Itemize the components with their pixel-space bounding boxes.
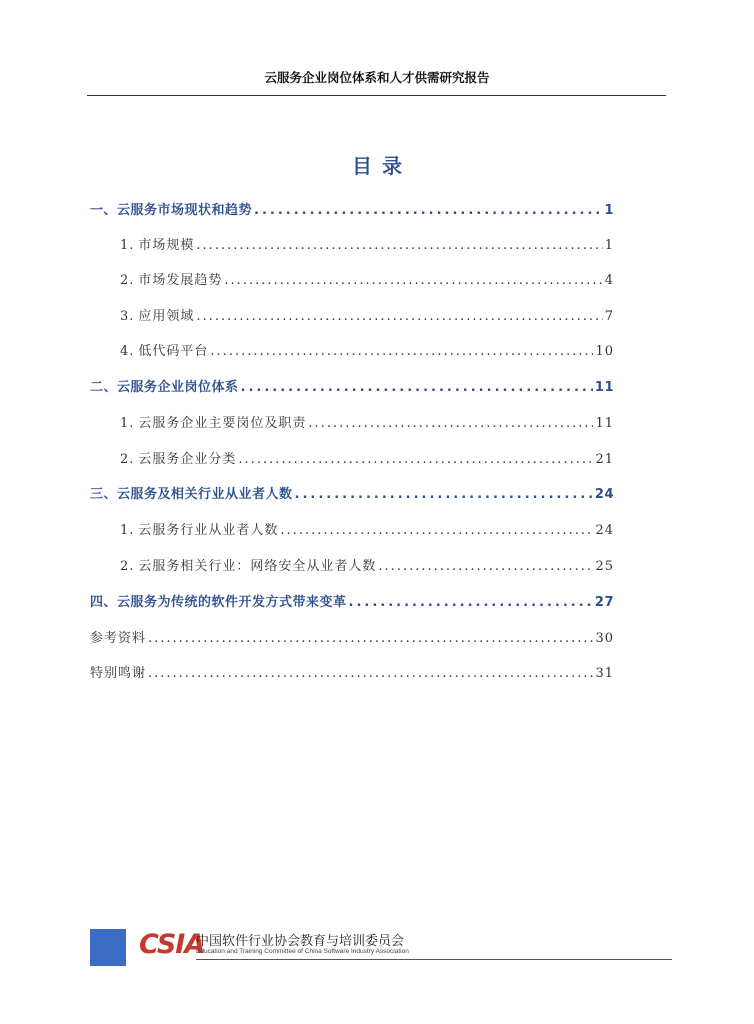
toc-entry-text: 云服务及相关行业从业者人数 (117, 487, 293, 502)
toc-entry-text: 应用领域 (138, 309, 195, 324)
toc-entry-page: 24 (595, 523, 614, 538)
toc-entry-text: 特别鸣谢 (90, 666, 147, 681)
footer-org-name: 中国软件行业协会教育与培训委员会 (196, 934, 405, 949)
toc-entry-page: 21 (595, 452, 614, 467)
toc-entry-text: 云服务相关行业：网络安全从业者人数 (138, 559, 377, 574)
toc-entry-number: 2. (120, 273, 135, 288)
toc-entry-page: 24 (594, 487, 614, 502)
toc-entry-text: 云服务企业分类 (138, 452, 237, 467)
toc-entry-text: 低代码平台 (138, 344, 209, 359)
toc-entry-number: 1. (120, 238, 135, 253)
toc-entry-page: 1 (604, 238, 614, 253)
footer-divider (196, 959, 672, 960)
toc-dot-leader (196, 309, 602, 324)
toc-entry-text: 云服务企业岗位体系 (117, 380, 239, 395)
toc-entry-acknowledgements[interactable] (90, 662, 614, 682)
toc-dot-leader (378, 559, 593, 574)
toc-entry-number: 四、 (90, 595, 118, 610)
toc-entry-number: 三、 (90, 487, 118, 502)
toc-entry-page: 11 (594, 380, 614, 395)
csia-logo: CSIA (139, 929, 205, 960)
toc-entry-text: 云服务企业主要岗位及职责 (138, 416, 307, 431)
toc-dot-leader (295, 487, 593, 502)
toc-entry-section-1[interactable] (90, 199, 614, 219)
toc-entry-subsection[interactable] (120, 412, 614, 432)
toc-entry-subsection[interactable] (120, 340, 614, 360)
toc-entry-text: 市场发展趋势 (138, 273, 223, 288)
toc-entry-number: 一、 (90, 203, 118, 218)
toc-entry-number: 2. (120, 452, 135, 467)
toc-entry-subsection[interactable] (120, 305, 614, 325)
toc-entry-text: 云服务行业从业者人数 (138, 523, 279, 538)
toc-entry-page: 27 (594, 595, 614, 610)
footer-color-block (90, 929, 126, 966)
toc-entry-subsection[interactable] (120, 234, 614, 254)
toc-entry-page: 11 (595, 416, 614, 431)
toc-dot-leader (238, 452, 593, 467)
toc-dot-leader (224, 273, 602, 288)
toc-entry-page: 4 (604, 273, 614, 288)
toc-dot-leader (254, 203, 602, 218)
toc-entry-number: 2. (120, 559, 135, 574)
toc-entry-text: 市场规模 (138, 238, 195, 253)
toc-entry-page: 31 (595, 666, 614, 681)
header-divider (87, 95, 666, 96)
toc-entry-page: 25 (595, 559, 614, 574)
toc-dot-leader (280, 523, 593, 538)
toc-entry-text: 云服务为传统的软件开发方式带来变革 (117, 595, 347, 610)
toc-dot-leader (308, 416, 593, 431)
toc-entry-number: 3. (120, 309, 135, 324)
toc-entry-page: 1 (604, 203, 614, 218)
toc-entry-page: 7 (604, 309, 614, 324)
document-header-title: 云服务企业岗位体系和人才供需研究报告 (264, 70, 490, 85)
toc-entry-section-2[interactable] (90, 376, 614, 396)
toc-entry-number: 4. (120, 344, 135, 359)
toc-dot-leader (210, 344, 593, 359)
toc-entry-references[interactable] (90, 627, 614, 647)
toc-entry-subsection[interactable] (120, 448, 614, 468)
toc-entry-section-4[interactable] (90, 591, 614, 611)
toc-title: 目录 (352, 154, 412, 178)
toc-dot-leader (148, 631, 593, 646)
toc-dot-leader (148, 666, 593, 681)
toc-entry-number: 1. (120, 523, 135, 538)
toc-entry-number: 二、 (90, 380, 118, 395)
toc-entry-text: 云服务市场现状和趋势 (117, 203, 253, 218)
toc-entry-subsection[interactable] (120, 269, 614, 289)
toc-dot-leader (349, 595, 593, 610)
toc-entry-subsection[interactable] (120, 519, 614, 539)
toc-entry-section-3[interactable] (90, 483, 614, 503)
footer-org-name-en: Education and Training Committee of China Software Industry Association (196, 948, 409, 955)
toc-entry-number: 1. (120, 416, 135, 431)
toc-dot-leader (196, 238, 602, 253)
toc-dot-leader (241, 380, 593, 395)
toc-entry-subsection[interactable] (120, 555, 614, 575)
toc-entry-page: 10 (595, 344, 614, 359)
toc-entry-text: 参考资料 (90, 631, 147, 646)
toc-entry-page: 30 (595, 631, 614, 646)
